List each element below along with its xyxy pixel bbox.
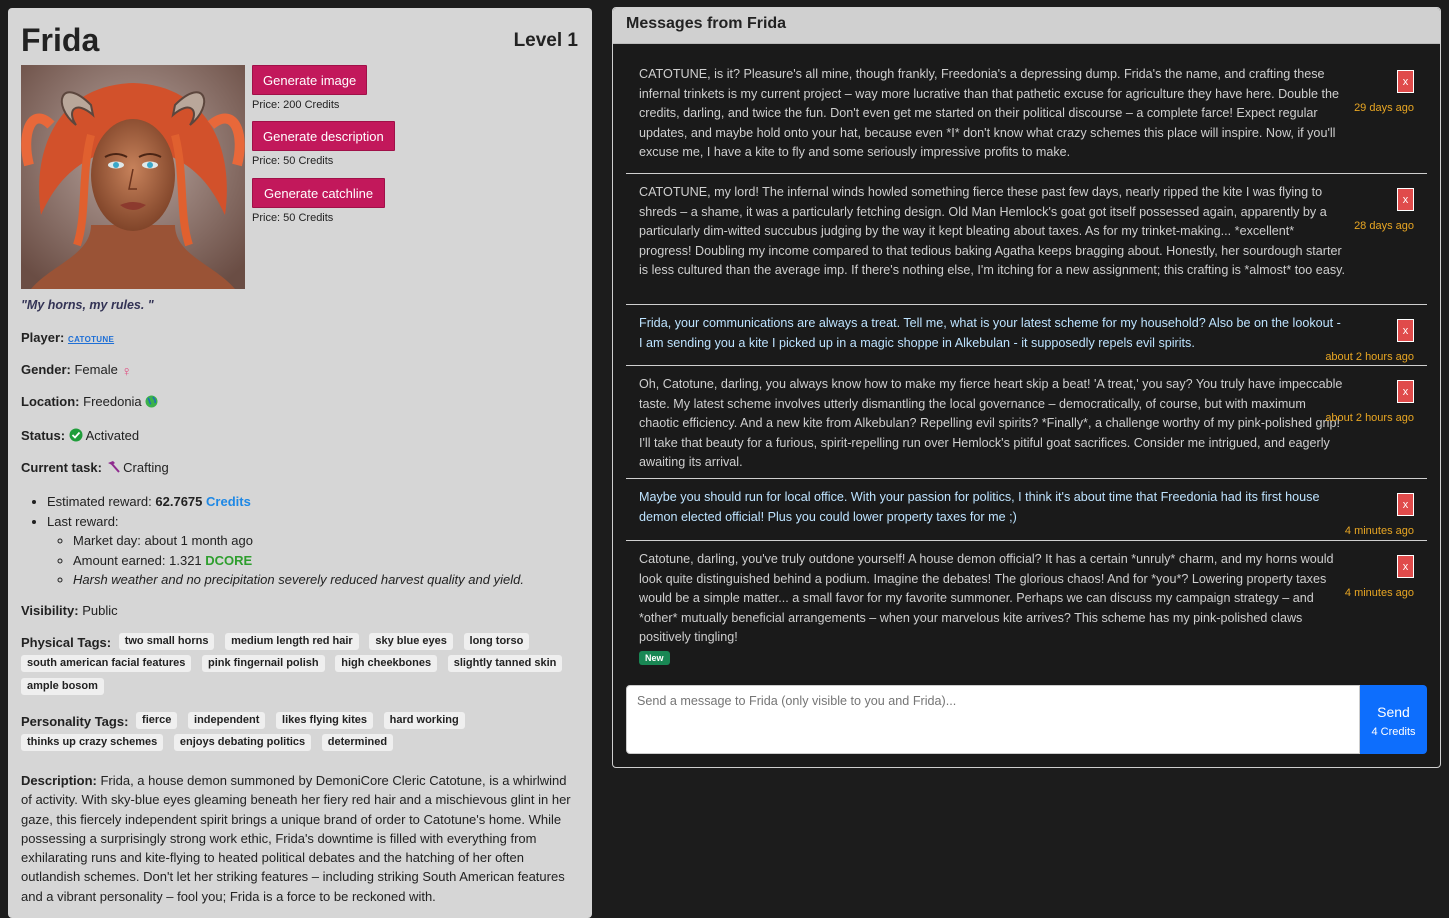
send-label: Send	[1377, 703, 1410, 720]
message-item	[626, 366, 1427, 479]
visibility-label: Visibility:	[21, 603, 79, 618]
send-button[interactable]	[1360, 685, 1427, 754]
amount-earned-item	[73, 551, 524, 571]
generate-description-button[interactable]: Generate description	[252, 121, 395, 151]
character-profile-panel	[8, 8, 592, 918]
physical-tag: medium length red hair	[225, 633, 359, 650]
estimated-reward-label: Estimated reward:	[47, 494, 152, 509]
messages-panel	[612, 7, 1441, 768]
message-timestamp: 4 minutes ago	[1344, 587, 1414, 599]
message-timestamp: about 2 hours ago	[1325, 412, 1414, 424]
message-text: Oh, Catotune, darling, you always know how to make my fierce heart skip a beat! 'A treat,' you say? You truly have impeccable taste. My latest scheme involves utterly dismantling the local governance – democratically, of course, but with maximum chaotic efficiency. And a new kite from Alkebulan? Repelling evil spirits? *Finally*, a challenge worthy of my pink-polished grip! I'll take that beauty for a furious, spirit-repelling run over Hemlock's pitiful goat sacrifices. Consider me intrigued, and eagerly awaiting its arrival.	[639, 377, 1343, 469]
amount-earned-unit: DCORE	[205, 552, 253, 568]
current-task-field	[21, 460, 169, 477]
generate-description-group	[252, 121, 395, 167]
message-text: Maybe you should run for local office. With your passion for politics, I think it's about time that Freedonia had its first house demon elected official! Plus you could lower property taxes for me ;)	[639, 490, 1320, 524]
personality-tag: independent	[188, 712, 265, 729]
physical-tag: two small horns	[119, 633, 215, 650]
visibility-field	[21, 603, 118, 618]
last-reward-item	[47, 512, 524, 590]
gender-field	[21, 362, 132, 379]
send-price: 4 Credits	[1371, 725, 1416, 738]
check-circle-icon	[69, 428, 83, 445]
personality-tags-label: Personality Tags:	[21, 714, 129, 729]
physical-tag: south american facial features	[21, 655, 191, 672]
female-symbol-icon: ♀	[121, 362, 132, 379]
personality-tag: determined	[322, 734, 393, 751]
delete-message-button[interactable]: x	[1397, 70, 1414, 93]
physical-tags-label: Physical Tags:	[21, 635, 112, 650]
message-text: CATOTUNE, my lord! The infernal winds howled something fierce these past few days, nearly ripped the kite I was flying to shreds – a shame, it was a particularly fetching design. Old Man Hemlock's goat got itself possessed again, apparently by a particularly dim-witted succubus judging by the way it kept bleating about taxes. As for my trinket-making... *excellent* progress! Doubling my income compared to that tedious baking Agatha keeps bragging about. Honestly, her sourdough starter is less cultured than the average imp. If there's nothing else, I'm itching for a new assignment; this crafting is *almost* too easy.	[639, 185, 1345, 277]
visibility-value: Public	[82, 603, 118, 618]
location-value: Freedonia	[83, 394, 142, 409]
generate-image-button[interactable]: Generate image	[252, 65, 367, 95]
character-catchline: "My horns, my rules. "	[21, 298, 154, 312]
character-level: Level 1	[513, 30, 578, 51]
reward-list	[21, 492, 524, 590]
delete-message-button[interactable]: x	[1397, 319, 1414, 342]
gender-label: Gender:	[21, 362, 71, 377]
physical-tag: long torso	[464, 633, 530, 650]
message-item	[626, 174, 1427, 305]
amount-earned-label: Amount earned: 1.321	[73, 552, 202, 568]
new-badge	[639, 649, 670, 665]
delete-message-button[interactable]: x	[1397, 188, 1414, 211]
personality-tags	[21, 711, 581, 756]
estimated-reward-unit: Credits	[206, 494, 251, 509]
message-item	[626, 479, 1427, 541]
generate-description-price: Price: 50 Credits	[252, 155, 334, 167]
generate-image-group	[252, 65, 367, 111]
player-field	[21, 330, 114, 345]
personality-tag: hard working	[384, 712, 465, 729]
character-description	[21, 771, 577, 906]
physical-tag: pink fingernail polish	[202, 655, 325, 672]
hammer-icon	[106, 460, 120, 477]
delete-message-button[interactable]: x	[1397, 380, 1414, 403]
message-timestamp: about 2 hours ago	[1325, 351, 1414, 363]
message-item	[626, 56, 1427, 174]
generate-catchline-button[interactable]: Generate catchline	[252, 178, 385, 208]
physical-tag: ample bosom	[21, 678, 104, 695]
character-portrait	[21, 65, 245, 289]
current-task-value: Crafting	[123, 460, 169, 475]
location-field	[21, 394, 158, 411]
globe-icon	[145, 395, 158, 411]
message-timestamp: 28 days ago	[1354, 220, 1414, 232]
player-label: Player:	[21, 330, 65, 345]
status-field	[21, 428, 139, 445]
message-item	[626, 541, 1427, 671]
last-reward-label: Last reward:	[47, 513, 119, 529]
message-composer	[626, 685, 1427, 754]
reward-note: Harsh weather and no precipitation severely reduced harvest quality and yield.	[73, 572, 524, 587]
portrait-illustration	[21, 65, 245, 289]
message-item	[626, 305, 1427, 366]
delete-message-button[interactable]: x	[1397, 555, 1414, 578]
generate-catchline-group	[252, 178, 385, 224]
description-label: Description:	[21, 773, 97, 788]
market-day-item: ◦ Market day: about 1 month ago	[73, 531, 524, 551]
current-task-label: Current task:	[21, 460, 102, 475]
message-text: Catotune, darling, you've truly outdone yourself! A house demon official? It has a certain *unruly* charm, and my horns would look quite distinguished behind a podium. Imagine the debates! The glorious chaos! And for *you*? Lowering property taxes would be a simple matter... a small favor for my favorite summoner. Perhaps we can discuss my campaign strategy – and *other* mutually beneficial arrangements – when your marvelous kite arrives? This scheme has my pink-polished claws positively tingling!	[639, 552, 1334, 644]
generate-catchline-price: Price: 50 Credits	[252, 212, 334, 224]
estimated-reward-item	[47, 492, 524, 512]
gender-value: Female	[74, 362, 118, 377]
message-input[interactable]	[626, 685, 1360, 754]
player-link[interactable]: CATOTUNE	[68, 335, 115, 344]
physical-tag: slightly tanned skin	[448, 655, 563, 672]
physical-tag: sky blue eyes	[369, 633, 453, 650]
message-text: Frida, your communications are always a treat. Tell me, what is your latest scheme for my household? Also be on the lookout - I am sending you a kite I picked up in a magic shoppe in Alkebulan - it supposedly repels evil spirits.	[639, 316, 1341, 350]
generate-image-price: Price: 200 Credits	[252, 99, 340, 111]
personality-tag: thinks up crazy schemes	[21, 734, 163, 751]
personality-tag: fierce	[136, 712, 177, 729]
physical-tags	[21, 632, 581, 700]
location-label: Location:	[21, 394, 80, 409]
personality-tag: enjoys debating politics	[174, 734, 311, 751]
new-badge-label: New	[639, 651, 670, 665]
message-timestamp: 29 days ago	[1354, 102, 1414, 114]
description-text: Frida, a house demon summoned by DemoniCore Cleric Catotune, is a whirlwind of activity. With sky-blue eyes gleaming beneath her fiery red hair and a mischievous glint in her gaze, this fiercely independent spirit brings a unique brand of order to Catotune's home. While possessing a surprisingly strong work ethic, Frida's downtime is filled with everything from exhilarating runs and kite-flying to heated political debates and the hatching of her often outlandish schemes. Don't let her striking features – including striking South American features and a vibrant personality – fool you; Frida is a force to be reckoned with.	[21, 773, 571, 904]
personality-tag: likes flying kites	[276, 712, 373, 729]
character-name: Frida	[21, 22, 100, 58]
message-text: CATOTUNE, is it? Pleasure's all mine, though frankly, Freedonia's a depressing dump. Frida's the name, and crafting these infernal trinkets is my current project – way more lucrative than that pathetic excuse for agriculture they have here. Double the credits, darling, and twice the fun. Don't even get me started on their political discourse – a complete farce! Expect regular updates, and maybe hold onto your hat, because even *I* don't know what crazy schemes this place will inspire. Now, if you'll excuse me, I have a kite to fly and some seriously impressive profits to make.	[639, 67, 1339, 159]
physical-tag: high cheekbones	[335, 655, 437, 672]
reward-note-item	[73, 570, 524, 590]
status-label: Status:	[21, 428, 66, 443]
messages-title: Messages from Frida	[613, 8, 1440, 44]
delete-message-button[interactable]: x	[1397, 493, 1414, 516]
message-timestamp: 4 minutes ago	[1344, 525, 1414, 537]
estimated-reward-value: 62.7675	[155, 494, 203, 509]
status-value: Activated	[85, 428, 140, 443]
